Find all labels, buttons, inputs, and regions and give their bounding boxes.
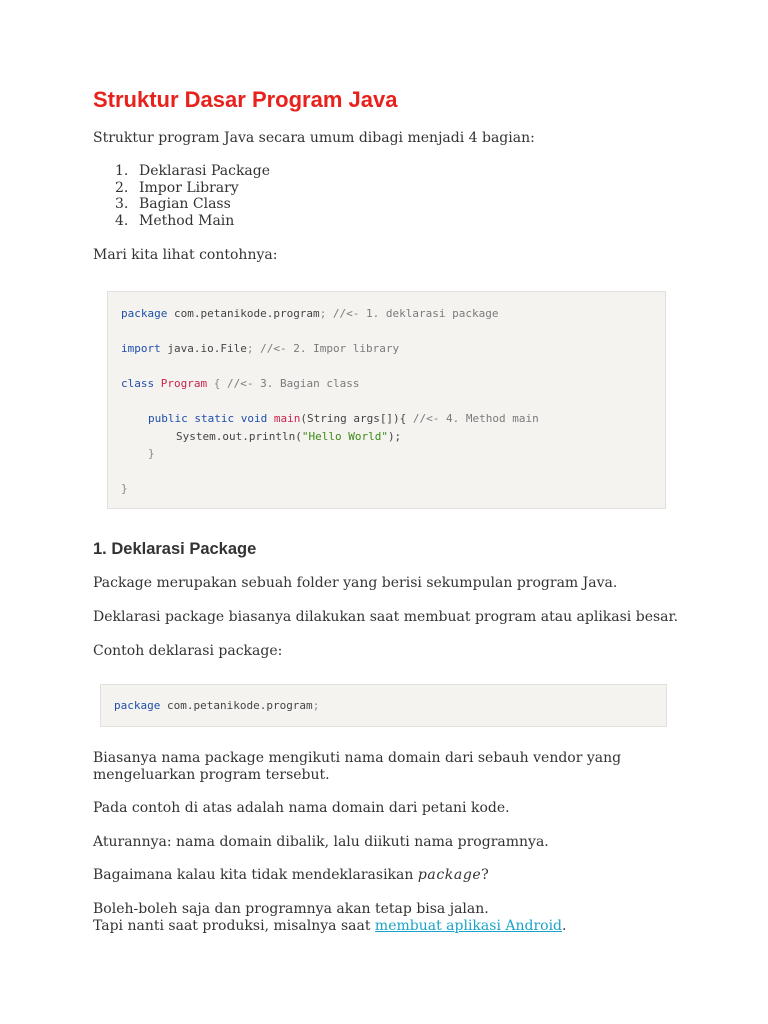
- list-number: 2.: [115, 179, 129, 196]
- code-line-println: System.out.println("Hello World");: [176, 430, 402, 443]
- intro-paragraph: Struktur program Java secara umum dibagi menjadi 4 bagian:: [93, 130, 535, 146]
- code-line-close-method: }: [148, 447, 155, 460]
- list-item: [115, 163, 270, 180]
- code-line-close-class: }: [121, 482, 128, 495]
- list-label: Deklarasi Package: [139, 163, 271, 179]
- code-block-program: [107, 291, 666, 509]
- paragraph: Boleh-boleh saja dan programnya akan tetap bisa jalan.: [93, 901, 489, 917]
- list-label: Bagian Class: [139, 196, 231, 212]
- paragraph: Contoh deklarasi package:: [93, 643, 283, 659]
- emphasis-package: package: [417, 867, 482, 883]
- example-intro: Mari kita lihat contohnya:: [93, 247, 278, 263]
- code-line-package: package com.petanikode.program;: [114, 699, 320, 712]
- section-heading-package: 1. Deklarasi Package: [93, 540, 257, 558]
- paragraph: Pada contoh di atas adalah nama domain dari petani kode.: [93, 800, 510, 816]
- list-number: 4.: [115, 212, 129, 229]
- link-android[interactable]: membuat aplikasi Android: [374, 918, 563, 934]
- list-item: [115, 196, 270, 213]
- list-number: 3.: [115, 196, 129, 212]
- list-label: Method Main: [139, 212, 235, 229]
- code-line-class: class Program { //<- 3. Bagian class: [121, 377, 360, 390]
- list-number: 1.: [115, 163, 129, 179]
- paragraph: Tapi nanti saat produksi, misalnya saat membuat aplikasi Android.: [93, 918, 567, 934]
- paragraph: Bagaimana kalau kita tidak mendeklarasikan package?: [93, 867, 489, 883]
- paragraph: Package merupakan sebuah folder yang berisi sekumpulan program Java.: [93, 575, 618, 591]
- code-line-main: public static void main(String args[]){ //<- 4. Method main: [148, 412, 539, 425]
- paragraph: Biasanya nama package mengikuti nama domain dari sebauh vendor yang: [93, 750, 622, 766]
- code-block-package: [100, 684, 667, 727]
- list-item: [115, 213, 270, 230]
- paragraph: mengeluarkan program tersebut.: [93, 767, 330, 783]
- code-line-import: import java.io.File; //<- 2. Impor library: [121, 342, 400, 355]
- code-line-package: package com.petanikode.program; //<- 1. deklarasi package: [121, 307, 499, 320]
- paragraph: Deklarasi package biasanya dilakukan saat membuat program atau aplikasi besar.: [93, 609, 679, 625]
- list-label: Impor Library: [139, 179, 239, 196]
- list-item: [115, 180, 270, 197]
- page-title: Struktur Dasar Program Java: [93, 87, 398, 112]
- structure-list: [115, 163, 270, 229]
- paragraph: Aturannya: nama domain dibalik, lalu diikuti nama programnya.: [93, 834, 549, 850]
